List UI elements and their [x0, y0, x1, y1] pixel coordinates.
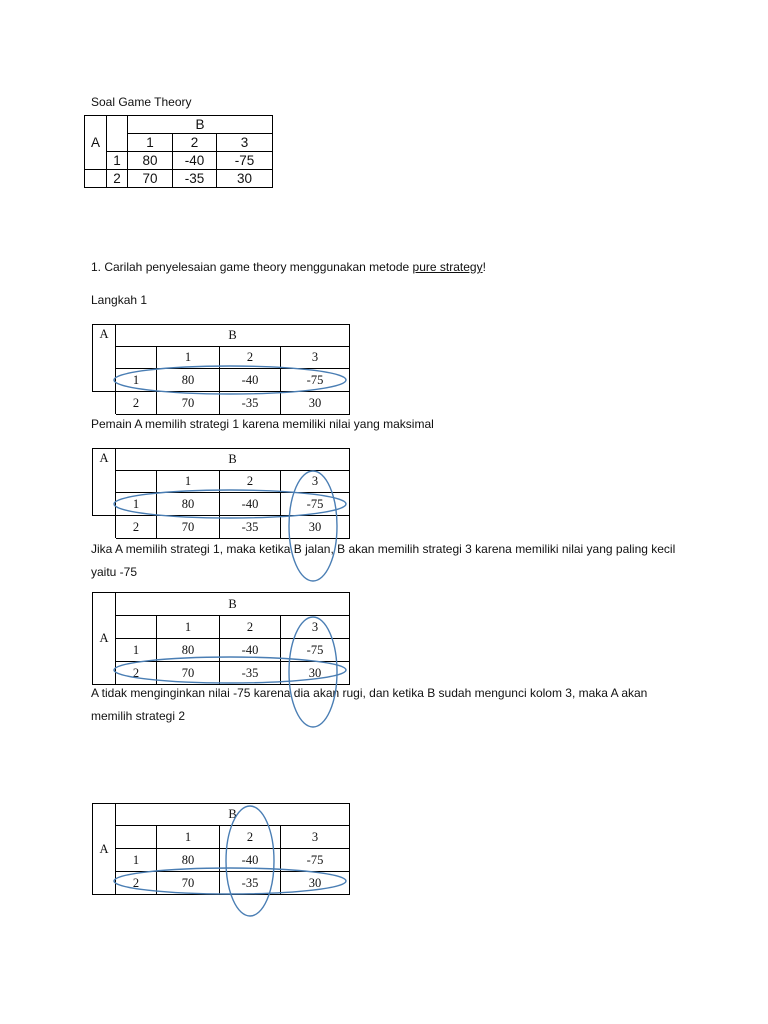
step-table-1: [92, 324, 350, 415]
payoff-cell: 70: [157, 662, 220, 685]
player-b-label: B: [116, 804, 350, 826]
payoff-cell: 30: [217, 170, 273, 188]
row-header: 2: [116, 872, 157, 895]
column-header: 2: [220, 826, 281, 849]
caption-2: Jika A memilih strategi 1, maka ketika B jalan, B akan memilih strategi 3 karena memiliki nilai yang paling kecil yaitu -75: [91, 542, 676, 579]
payoff-cell: 30: [281, 392, 350, 415]
row-header: 1: [107, 152, 128, 170]
column-header: 1: [157, 347, 220, 369]
corner-cell: [116, 471, 157, 493]
payoff-cell: -35: [220, 516, 281, 539]
caption-1: Pemain A memilih strategi 1 karena memiliki nilai yang maksimal: [91, 417, 434, 431]
corner-cell: [116, 616, 157, 639]
payoff-cell: 70: [157, 516, 220, 539]
column-header: 1: [128, 134, 173, 152]
empty-cell: [93, 392, 116, 415]
empty-cell: [93, 516, 116, 539]
document-title: Soal Game Theory: [91, 95, 192, 109]
step-label: Langkah 1: [91, 293, 148, 307]
payoff-cell: 70: [157, 872, 220, 895]
column-header: 1: [157, 616, 220, 639]
row-header: 2: [116, 662, 157, 685]
payoff-cell: 30: [281, 662, 350, 685]
player-a-label: A: [93, 325, 116, 392]
payoff-cell: 80: [157, 849, 220, 872]
payoff-cell: 70: [157, 392, 220, 415]
player-a-label: A: [93, 593, 116, 685]
question-text-end: !: [482, 260, 486, 274]
row-header: 2: [107, 170, 128, 188]
payoff-cell: 80: [128, 152, 173, 170]
payoff-cell: 80: [157, 493, 220, 516]
payoff-cell: -40: [220, 493, 281, 516]
column-header: 2: [220, 471, 281, 493]
column-header: 3: [281, 616, 350, 639]
payoff-cell: -75: [281, 493, 350, 516]
column-header: 2: [173, 134, 217, 152]
column-header: 2: [220, 347, 281, 369]
row-header: 2: [116, 392, 157, 415]
pure-strategy-term: pure strategy: [412, 260, 483, 274]
payoff-cell: -35: [220, 392, 281, 415]
payoff-cell: 30: [281, 516, 350, 539]
payoff-cell: -35: [173, 170, 217, 188]
column-header: 3: [281, 826, 350, 849]
step-table-3: [92, 592, 350, 685]
row-header: 1: [116, 639, 157, 662]
player-b-label: B: [116, 593, 350, 616]
corner-cell: [116, 347, 157, 369]
payoff-cell: -75: [281, 369, 350, 392]
corner-cell: [107, 116, 128, 152]
row-header: 1: [116, 493, 157, 516]
payoff-cell: -40: [220, 849, 281, 872]
payoff-cell: -35: [220, 662, 281, 685]
payoff-cell: -40: [220, 369, 281, 392]
row-header: 1: [116, 369, 157, 392]
step-table-4: [92, 803, 350, 895]
payoff-cell: -35: [220, 872, 281, 895]
payoff-cell: -40: [173, 152, 217, 170]
caption-3: A tidak menginginkan nilai -75 karena dia akan rugi, dan ketika B sudah mengunci kolom 3, maka A akan memilih strategi 2: [91, 686, 648, 723]
question-text: [91, 258, 486, 276]
corner-cell: [116, 826, 157, 849]
payoff-cell: 80: [157, 639, 220, 662]
payoff-cell: -40: [220, 639, 281, 662]
payoff-cell: -75: [217, 152, 273, 170]
step-table-2: [92, 448, 350, 539]
payoff-cell: 30: [281, 872, 350, 895]
empty-cell: [85, 170, 107, 188]
player-a-label: A: [85, 116, 107, 170]
column-header: 1: [157, 826, 220, 849]
column-header: 3: [281, 347, 350, 369]
column-header: 3: [217, 134, 273, 152]
row-header: 1: [116, 849, 157, 872]
payoff-matrix: [84, 115, 273, 188]
row-header: 2: [116, 516, 157, 539]
player-a-label: A: [93, 449, 116, 516]
column-header: 2: [220, 616, 281, 639]
payoff-cell: -75: [281, 639, 350, 662]
player-a-label: A: [93, 804, 116, 895]
payoff-cell: -75: [281, 849, 350, 872]
column-header: 3: [281, 471, 350, 493]
payoff-cell: 70: [128, 170, 173, 188]
column-header: 1: [157, 471, 220, 493]
payoff-cell: 80: [157, 369, 220, 392]
question-text-main: 1. Carilah penyelesaian game theory menggunakan metode: [91, 260, 413, 274]
player-b-label: B: [116, 325, 350, 347]
player-b-label: B: [128, 116, 273, 134]
player-b-label: B: [116, 449, 350, 471]
